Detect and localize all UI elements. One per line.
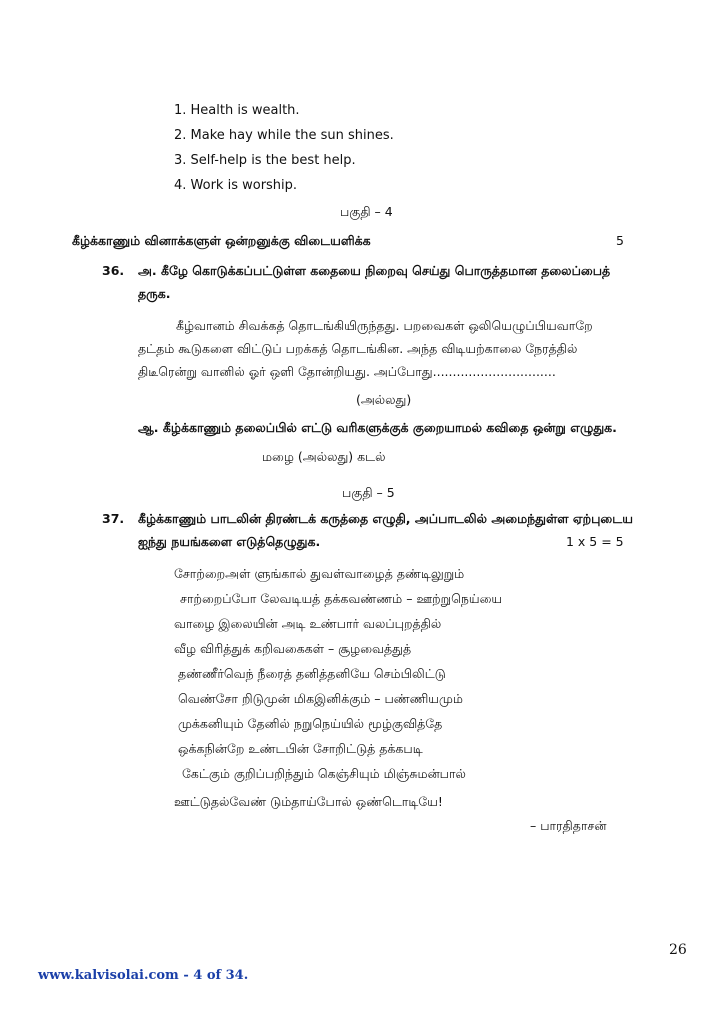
poem-line: தண்ணீர்வெந் நீரைத் தனித்தனியே செம்பிலிட்டு: [178, 666, 446, 681]
proverb-4: 4. Work is worship.: [174, 178, 298, 193]
question-37-text-line2: ஐந்து நயங்களை எடுத்தெழுதுக.: [138, 534, 321, 549]
part4-heading: பகுதி – 4: [340, 204, 393, 219]
poem-line: வாழை இலையின் அடி உண்பார் வலப்புறத்தில்: [174, 616, 442, 631]
part5-heading: பகுதி – 5: [342, 485, 395, 500]
poem-line: ஒக்கநின்றே உண்டபின் சோறிட்டுத் தக்கபடி: [178, 741, 423, 756]
poem-line: கேட்கும் குறிப்பறிந்தும் கெஞ்சியும் மிஞ்சுமன்பால்: [182, 766, 466, 781]
proverb-1: 1. Health is wealth.: [174, 103, 300, 118]
question-36-text-line2: தருக.: [138, 286, 171, 301]
question-36b-text: ஆ. கீழ்க்காணும் தலைப்பில் எட்டு வரிகளுக்குக் குறையாமல் கவிதை ஒன்று எழுதுக.: [138, 420, 617, 435]
part4-instruction: கீழ்க்காணும் வினாக்களுள் ஒன்றனுக்கு விடையளிக்க: [72, 233, 371, 248]
story-line-2: தட்தம் கூடுகளை விட்டுப் பறக்கத் தொடங்கின. அந்த விடியற்காலை நேரத்தில்: [138, 341, 578, 356]
poem-line: சாற்றைப்போ லேவடியத் தக்கவண்ணம் – ஊற்றுநெய்யை: [180, 591, 503, 606]
question-36-number: 36.: [102, 263, 125, 278]
proverb-2: 2. Make hay while the sun shines.: [174, 128, 394, 143]
story-line-3: திடீரென்று வானில் ஓர் ஒளி தோன்றியது. அப்போது...............................: [138, 364, 556, 379]
poem-topics: மழை (அல்லது) கடல்: [262, 449, 386, 464]
part4-marks: 5: [616, 233, 624, 248]
poem-author: – பாரதிதாசன்: [530, 818, 607, 833]
question-37-text-line1: கீழ்க்காணும் பாடலின் திரண்டக் கருத்தை எழுதி, அப்பாடலில் அமைந்துள்ள ஏற்புடைய: [138, 511, 633, 526]
story-line-1: கீழ்வானம் சிவக்கத் தொடங்கியிருந்தது. பறவைகள் ஒலியெழுப்பியவாறே: [176, 318, 593, 333]
or-separator: (அல்லது): [356, 392, 412, 407]
poem-line: ஊட்டுதல்வேண் டும்தாய்போல் ஒண்டொடியே!: [174, 794, 443, 809]
question-37-marks: 1 x 5 = 5: [566, 534, 624, 549]
poem-line: வெண்சோ றிடுமுன் மிகஇனிக்கும் – பண்ணியமும்: [178, 691, 463, 706]
page-number: 26: [669, 942, 687, 958]
question-36-text-line1: அ. கீழே கொடுக்கப்பட்டுள்ள கதையை நிறைவு செய்து பொருத்தமான தலைப்பைத்: [138, 263, 611, 278]
proverb-3: 3. Self-help is the best help.: [174, 153, 356, 168]
poem-line: வீழ விரித்துக் கறிவகைகள் – சூழவைத்துத்: [174, 641, 412, 656]
poem-line: சோற்றைஅள் ளுங்கால் துவள்வாழைத் தண்டிலுறும்: [174, 566, 465, 581]
question-37-number: 37.: [102, 511, 125, 526]
footer-website: www.kalvisolai.com - 4 of 34.: [38, 968, 249, 983]
poem-line: முக்கனியும் தேனில் நறுநெய்யில் மூழ்குவித்தே: [178, 716, 443, 731]
